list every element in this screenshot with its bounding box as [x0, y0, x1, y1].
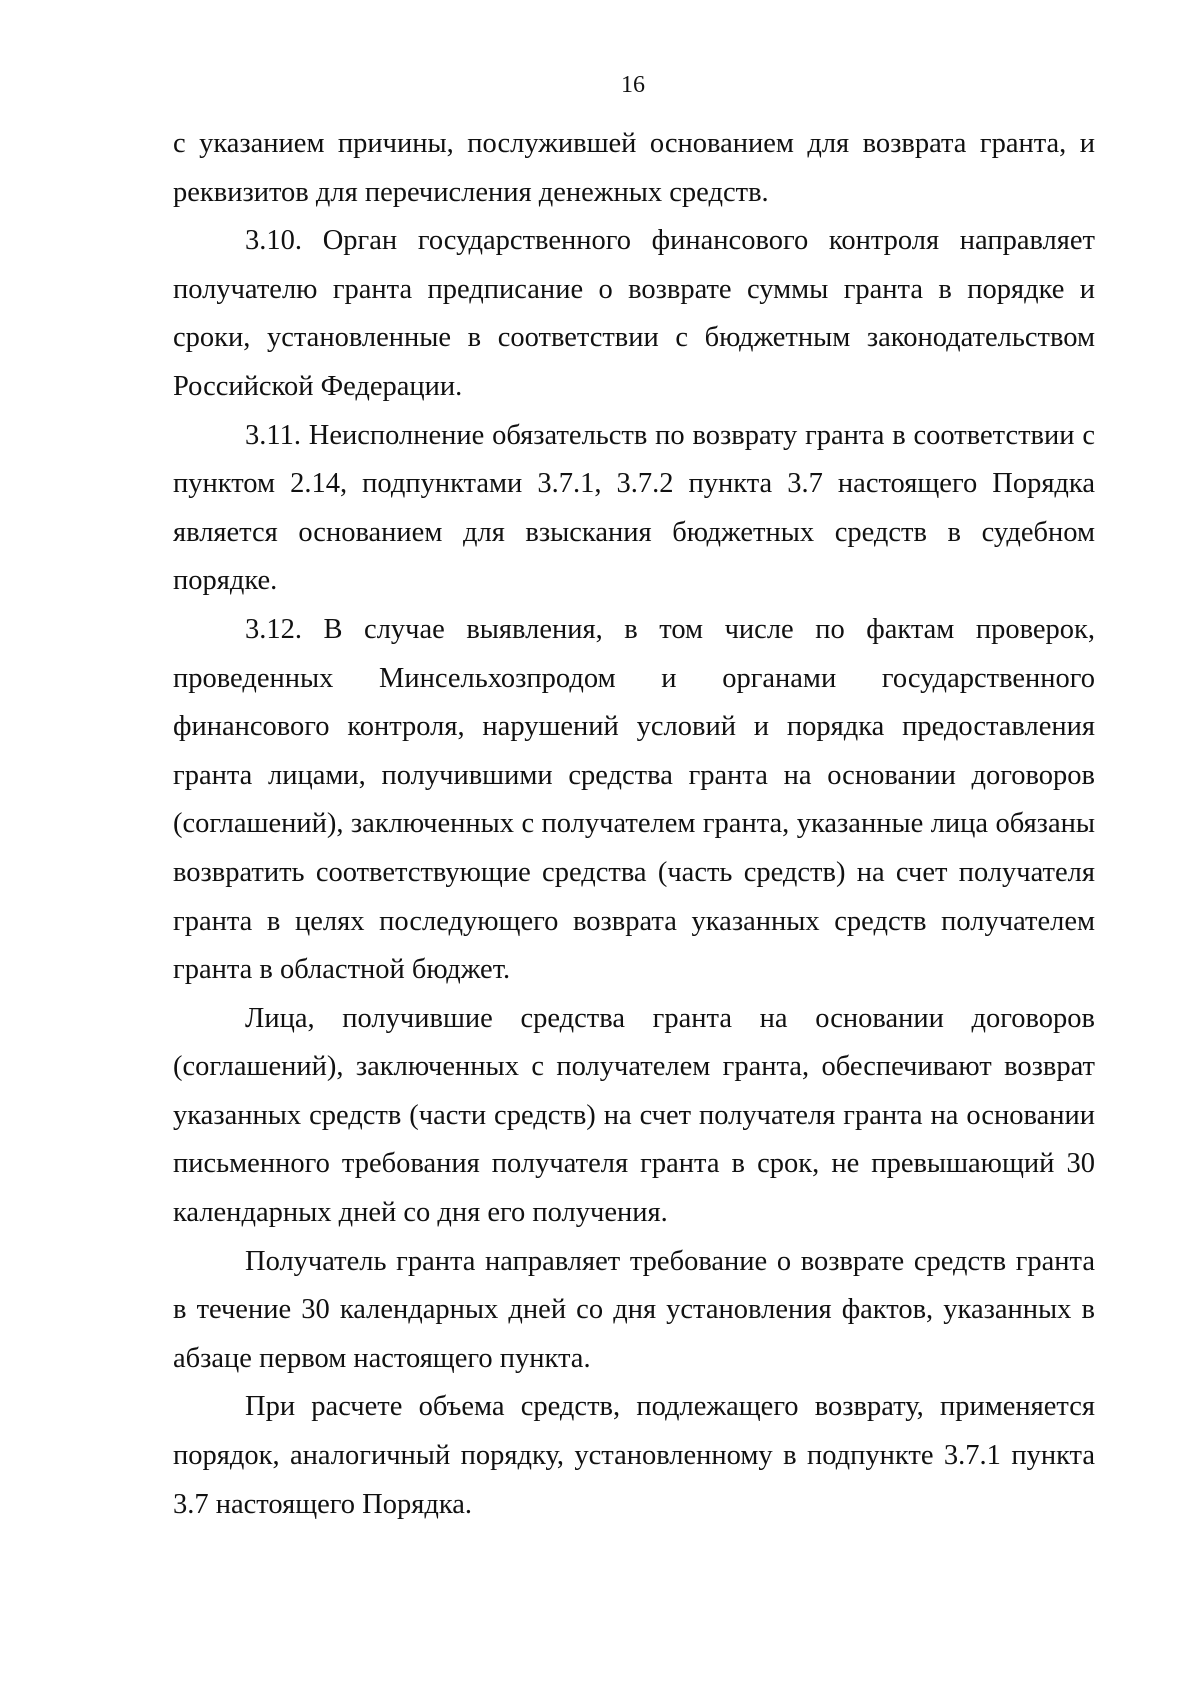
paragraph-3-11: 3.11. Неисполнение обязательств по возврату гранта в соответствии с пунктом 2.14, подпунктами 3.7.1, 3.7.2 пункта 3.7 настоящего Порядка является основанием для взыскания бюджетных средств в судебном порядке.: [173, 419, 1095, 597]
paragraph-3-12: 3.12. В случае выявления, в том числе по фактам проверок, проведенных Минсельхозпродом и органами государственного финансового контроля, нарушений условий и порядка предоставления гранта лицами, получившими средства гранта на основании договоров (соглашений), заключенных с получателем гранта, указанные лица обязаны возвратить соответствующие средства (часть средств) на счет получателя гранта в целях последующего возврата указанных средств получателем гранта в областной бюджет.: [173, 613, 1095, 986]
paragraph-continuation: с указанием причины, послужившей основанием для возврата гранта, и реквизитов для перечисления денежных средств.: [173, 128, 1095, 208]
paragraph-3-12-calculation: При расчете объема средств, подлежащего возврату, применяется порядок, аналогичный порядку, установленному в подпункте 3.7.1 пункта 3.7 настоящего Порядка.: [173, 1391, 1095, 1520]
page-number: 16: [621, 72, 645, 98]
paragraph-3-10: 3.10. Орган государственного финансового контроля направляет получателю гранта предписание о возврате суммы гранта в порядке и сроки, установленные в соответствии с бюджетным законодательством Российской Федерации.: [173, 225, 1095, 402]
paragraph-3-12-requirement: Получатель гранта направляет требование о возврате средств гранта в течение 30 календарных дней со дня установления фактов, указанных в абзаце первом настоящего пункта.: [173, 1245, 1095, 1374]
document-body: [173, 120, 1095, 1529]
paragraph-3-12-persons: Лица, получившие средства гранта на основании договоров (соглашений), заключенных с получателем гранта, обеспечивают возврат указанных средств (части средств) на счет получателя гранта на основании письменного требования получателя гранта в срок, не превышающий 30 календарных дней со дня его получения.: [173, 1002, 1095, 1229]
